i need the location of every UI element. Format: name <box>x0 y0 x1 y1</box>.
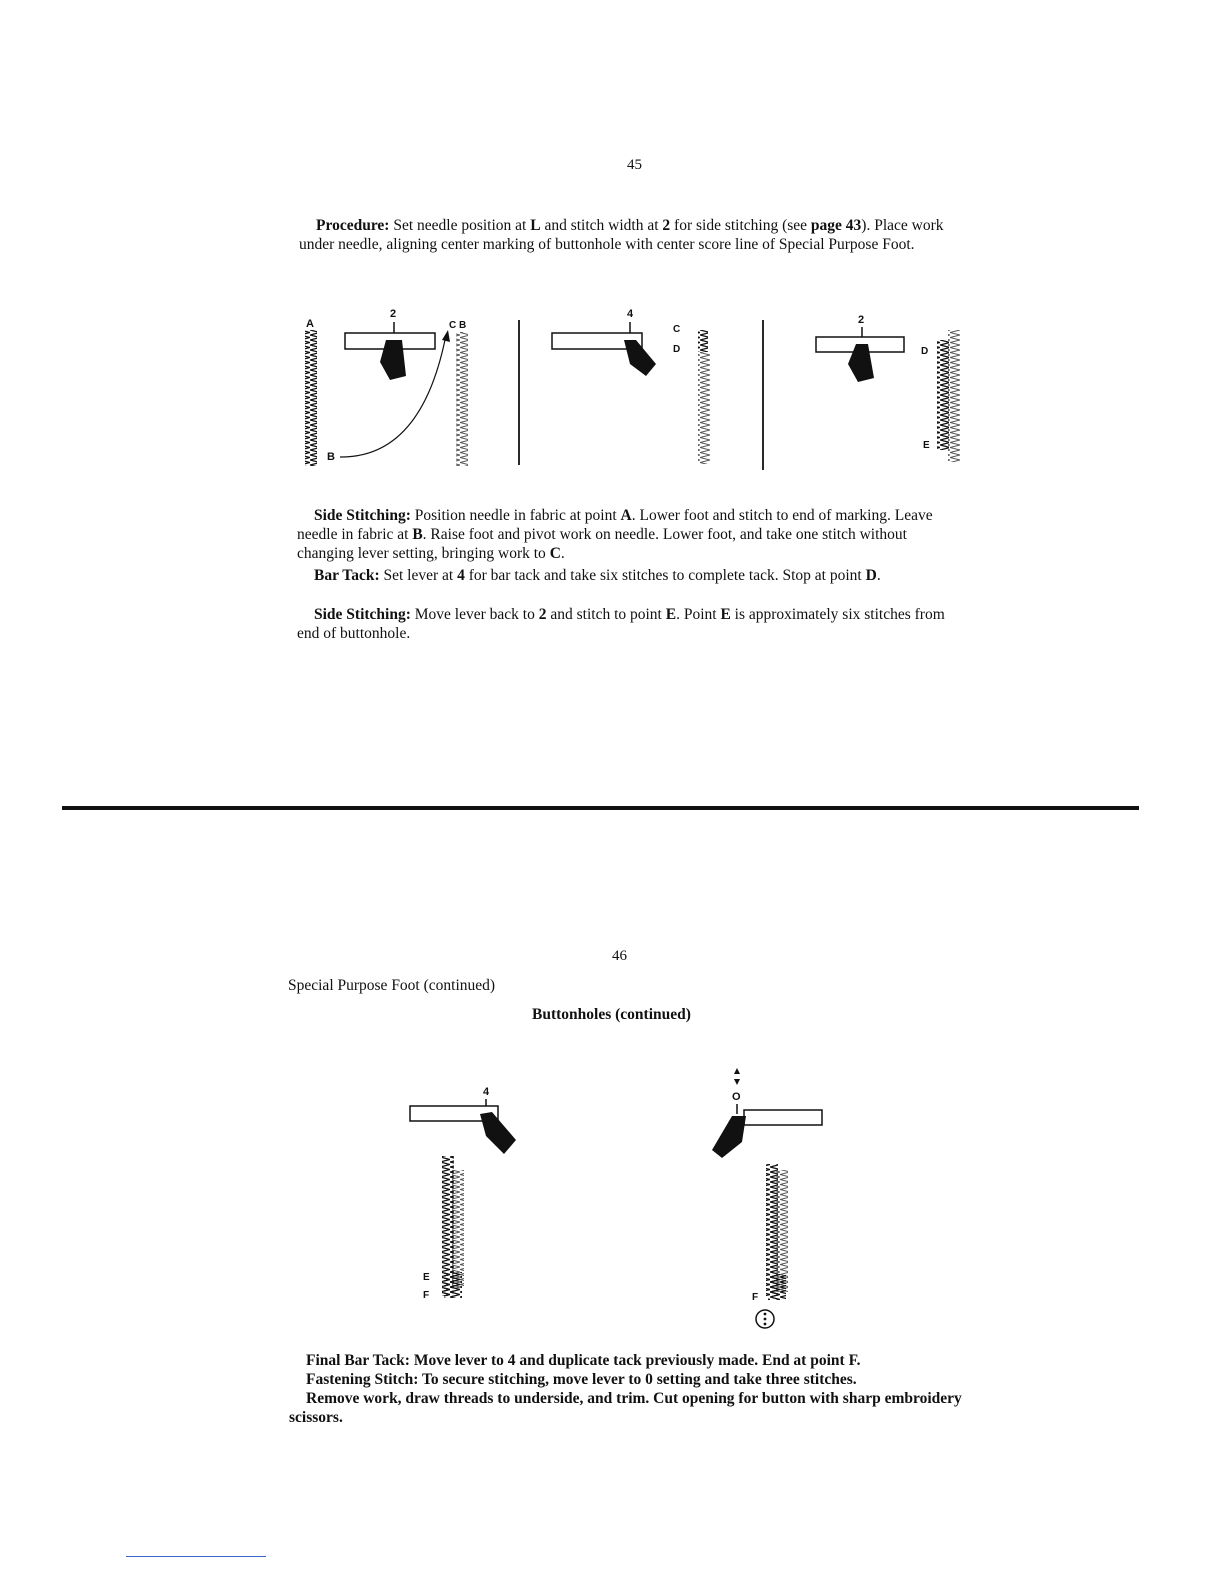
figure-right-panel <box>712 1068 822 1328</box>
bar-tack-stitches <box>698 330 708 352</box>
figure-left-panel <box>410 1086 516 1301</box>
procedure-bold-3: page 43 <box>810 217 862 234</box>
label-c-p2: C <box>673 324 681 335</box>
fbt-text-2: and duplicate tack previously made. End at point <box>515 1352 849 1369</box>
figure-panel-3 <box>816 314 960 462</box>
side-stitching-figure <box>290 300 980 480</box>
stitch-column <box>698 352 710 464</box>
remove-work-paragraph: Remove work, draw threads to underside, and trim. Cut opening for button with sharp embroidery scissors. <box>289 1390 962 1426</box>
needle-clamp <box>624 340 656 376</box>
bt-bold-2: D <box>865 567 877 584</box>
side-stitching-paragraph-1 <box>297 506 965 563</box>
label-d-p3: D <box>921 346 929 357</box>
lever-2-p3: 2 <box>858 314 865 326</box>
procedure-text-3: for side stitching (see <box>670 217 811 234</box>
ss1-text-4: . <box>560 545 565 562</box>
label-b-top: B <box>459 320 467 331</box>
fbt-text-1: Move lever to <box>409 1352 508 1369</box>
fs-text-1: To secure stitching, move lever to <box>418 1371 646 1388</box>
side-stitching-label-1: Side Stitching: <box>314 507 411 524</box>
page-number-45: 45 <box>627 157 642 173</box>
ss1-text-2: . Lower foot and stitch to end of marking. Leave needle in fabric at <box>297 507 933 543</box>
lever-0-right: O <box>732 1091 741 1103</box>
ss2-bold-2: E <box>665 606 677 623</box>
ss2-text-3: . Point <box>676 606 721 623</box>
left-stitch-column <box>305 330 317 466</box>
presser-foot-bar <box>744 1110 822 1125</box>
needle-clamp <box>712 1116 746 1158</box>
right-stitch-column <box>452 1170 464 1288</box>
bt-text-2: for bar tack and take six stitches to complete tack. Stop at point <box>464 567 866 584</box>
bar-tack-stitches <box>444 1272 462 1298</box>
final-bar-tack-label: Final Bar Tack: <box>306 1352 410 1369</box>
bt-text-3: . <box>876 567 881 584</box>
arrow-up-icon <box>734 1068 740 1074</box>
final-bar-tack-paragraph <box>289 1351 965 1370</box>
procedure-bold-2: 2 <box>662 217 671 234</box>
ss1-bold-2: B <box>412 526 423 543</box>
final-bar-tack-figure <box>400 1062 840 1334</box>
buttonholes-heading: Buttonholes (continued) <box>532 1006 691 1023</box>
fastening-stitch-label: Fastening Stitch: <box>306 1371 419 1388</box>
fbt-bold-1: 4 <box>507 1352 516 1369</box>
arrow-head <box>442 330 450 342</box>
dot-icon <box>764 1318 767 1321</box>
page-divider-rule <box>62 806 1139 810</box>
label-d-p2: D <box>673 344 681 355</box>
figure-panel-1 <box>305 308 519 466</box>
fastening-stitch-paragraph <box>289 1370 965 1389</box>
lever-4-p2: 4 <box>627 308 634 320</box>
lever-4-left: 4 <box>483 1086 490 1098</box>
dot-icon <box>764 1313 767 1316</box>
bt-text-1: Set lever at <box>379 567 458 584</box>
lever-2-p1: 2 <box>390 308 397 320</box>
ss2-bold-3: E <box>720 606 731 623</box>
dot-icon <box>764 1323 767 1326</box>
fbt-bold-2: F <box>848 1352 857 1369</box>
right-stitch-column <box>948 330 960 462</box>
side-stitching-label-2: Side Stitching: <box>314 606 411 623</box>
procedure-text-2: and stitch width at <box>540 217 663 234</box>
footer-blue-line <box>126 1556 266 1557</box>
ss1-bold-3: C <box>549 545 561 562</box>
procedure-text-1: Set needle position at <box>389 217 531 234</box>
label-f-left: F <box>423 1290 430 1301</box>
page-number-46: 46 <box>612 948 627 964</box>
section-title: Special Purpose Foot (continued) <box>288 977 496 994</box>
procedure-bold-1: L <box>530 217 541 234</box>
bt-bold-1: 4 <box>457 567 465 584</box>
label-b-bottom: B <box>327 451 335 463</box>
label-f-right: F <box>752 1292 759 1303</box>
ss1-text-3: . Raise foot and pivot work on needle. Lower foot, and take one stitch without changing lever setting, bringing work to <box>297 526 907 562</box>
ss2-bold-1: 2 <box>538 606 547 623</box>
label-a: A <box>306 318 314 330</box>
label-c: C <box>449 320 457 331</box>
ss2-text-2: and stitch to point <box>546 606 666 623</box>
bar-tack-paragraph <box>297 566 965 585</box>
bar-tack-stitches <box>768 1274 786 1300</box>
left-stitch-column <box>937 340 949 450</box>
fbt-text-3: . <box>856 1352 861 1369</box>
ss2-text-1: Move lever back to <box>410 606 539 623</box>
fs-text-2: setting and take three stitches. <box>652 1371 857 1388</box>
right-stitch-column <box>776 1170 788 1292</box>
right-stitch-column <box>456 332 468 466</box>
side-stitching-paragraph-2 <box>297 605 965 643</box>
label-e-left: E <box>423 1272 430 1283</box>
fs-bold-1: 0 <box>645 1371 653 1388</box>
label-e-p3: E <box>923 440 930 451</box>
bar-tack-label: Bar Tack: <box>314 567 380 584</box>
ss1-text-1: Position needle in fabric at point <box>410 507 621 524</box>
ss1-bold-1: A <box>620 507 632 524</box>
procedure-text-4: ). Place work under needle, aligning center marking of buttonhole with center score line of Special Purpose Foot. <box>299 217 944 253</box>
procedure-label: Procedure: <box>316 217 390 234</box>
arrow-down-icon <box>734 1079 740 1085</box>
figure-panel-2 <box>552 308 763 470</box>
ss2-text-4: is approximately six stitches from end of buttonhole. <box>297 606 945 642</box>
procedure-paragraph <box>299 216 969 254</box>
